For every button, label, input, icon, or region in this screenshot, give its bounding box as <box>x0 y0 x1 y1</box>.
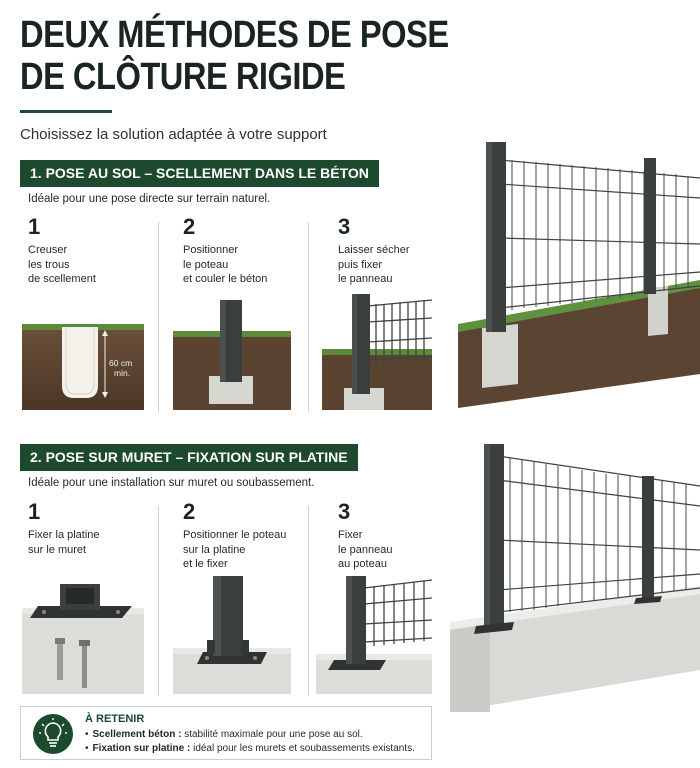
list-item <box>85 728 415 742</box>
step-line: et le fixer <box>183 558 228 570</box>
section-2-step-1 <box>28 500 168 557</box>
key-takeaways-box <box>20 706 432 760</box>
key-takeaways-title: À RETENIR <box>85 713 145 725</box>
step-line: le poteau <box>183 258 229 271</box>
section-1-description: Idéale pour une pose directe sur terrain naturel. <box>28 193 271 205</box>
item-text: idéal pour les murets et soubassements existants. <box>190 743 415 754</box>
item-label: Scellement béton : <box>92 729 182 740</box>
step-line: le panneau <box>338 273 393 285</box>
step-line: Positionner le poteau <box>183 529 287 541</box>
section-2-description: Idéale pour une installation sur muret ou soubassement. <box>28 477 315 489</box>
step-number: 1 <box>28 499 41 524</box>
step-line: puis fixer <box>338 258 383 271</box>
step-text <box>28 528 168 557</box>
lightbulb-icon <box>33 714 73 754</box>
step-divider <box>158 506 159 696</box>
step-text <box>28 243 168 287</box>
section-2-title: 2. POSE SUR MURET – FIXATION SUR PLATINE <box>20 444 358 471</box>
depth-label-min: min. <box>114 368 131 378</box>
step-line: Fixer la platine <box>28 529 100 541</box>
photo-ground-fence <box>458 138 700 408</box>
illustration-post-on-plate <box>173 576 291 694</box>
step-line: et couler le béton <box>183 273 268 285</box>
key-takeaways-list <box>85 728 415 756</box>
step-line: Creuser <box>28 244 68 256</box>
title-line-2: DE CLÔTURE RIGIDE <box>20 56 346 98</box>
section-1-step-1 <box>28 215 168 287</box>
step-number: 3 <box>338 214 351 239</box>
illustration-dig-hole <box>22 324 144 410</box>
illustration-panel-fixed <box>322 294 432 410</box>
step-line: Fixer <box>338 529 363 541</box>
step-number: 1 <box>28 214 41 239</box>
section-1-step-2 <box>183 215 323 287</box>
step-text <box>338 243 478 287</box>
illustration-base-plate <box>22 582 144 694</box>
step-divider <box>308 222 309 412</box>
step-divider <box>158 222 159 412</box>
depth-label: 60 cm <box>109 358 133 368</box>
step-line: les trous <box>28 258 70 271</box>
list-item <box>85 742 415 756</box>
step-text <box>183 528 323 572</box>
photo-wall-fence <box>450 430 700 712</box>
step-line: de scellement <box>28 273 96 285</box>
section-1-title: 1. POSE AU SOL – SCELLEMENT DANS LE BÉTON <box>20 160 379 187</box>
illustration-panel-on-post <box>316 574 432 694</box>
section-1-step-3 <box>338 215 478 287</box>
item-label: Fixation sur platine : <box>92 743 191 754</box>
illustration-post-concrete <box>173 300 291 410</box>
section-2-step-2 <box>183 500 323 572</box>
step-line: sur la platine <box>183 543 246 556</box>
page-title <box>20 14 449 98</box>
step-number: 2 <box>183 499 196 524</box>
step-divider <box>308 506 309 696</box>
title-underline <box>20 110 112 113</box>
step-line: Positionner <box>183 244 239 256</box>
title-line-1: DEUX MÉTHODES DE POSE <box>20 14 449 56</box>
step-line: le panneau <box>338 543 393 556</box>
step-number: 2 <box>183 214 196 239</box>
step-line: Laisser sécher <box>338 244 410 256</box>
step-text <box>183 243 323 287</box>
step-number: 3 <box>338 499 351 524</box>
step-line: sur le muret <box>28 543 87 556</box>
step-line: au poteau <box>338 558 387 570</box>
page-subtitle: Choisissez la solution adaptée à votre support <box>20 126 327 143</box>
item-text: stabilité maximale pour une pose au sol. <box>181 729 363 740</box>
